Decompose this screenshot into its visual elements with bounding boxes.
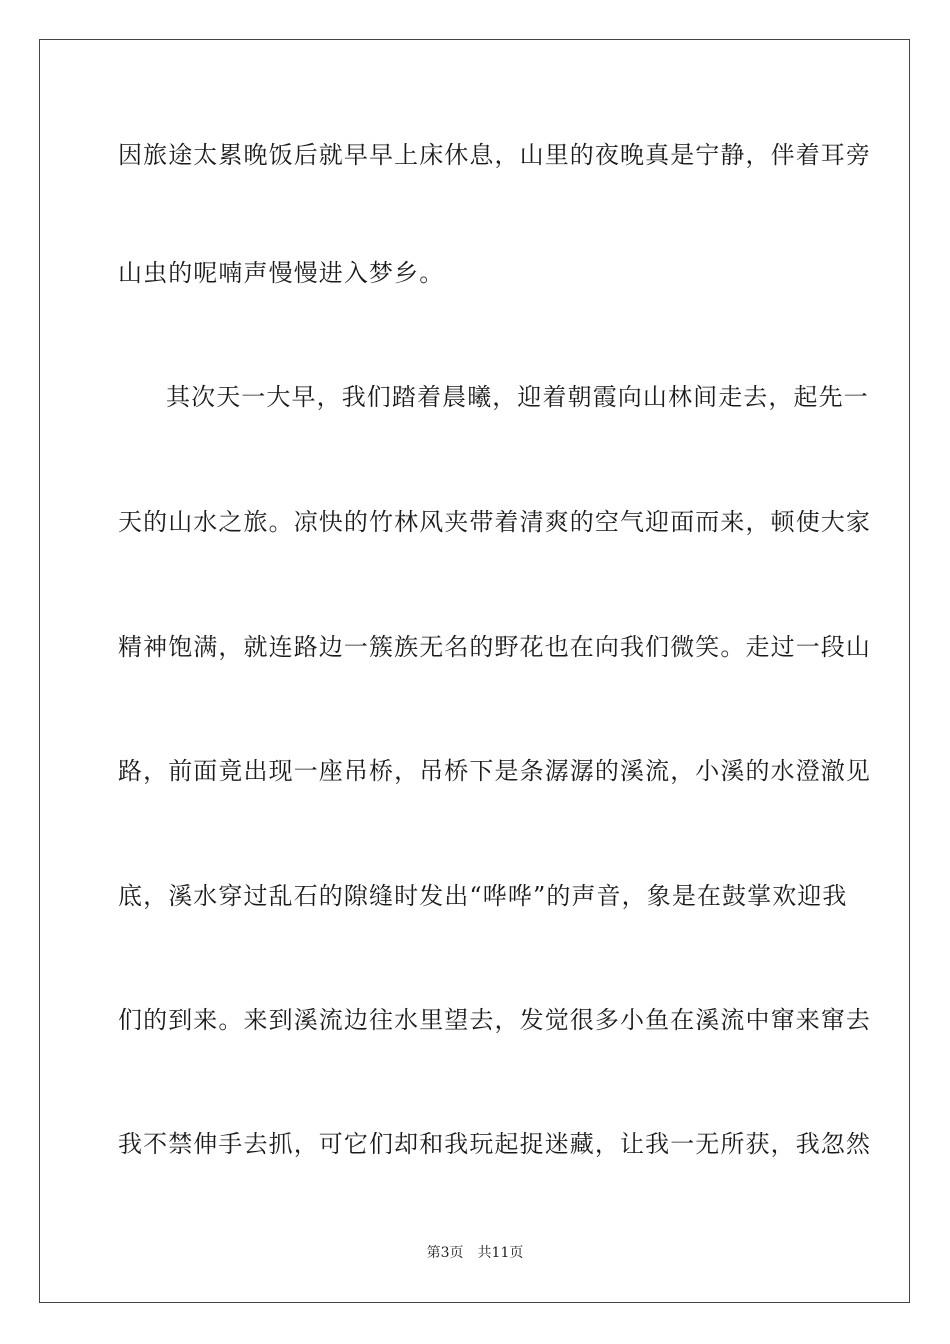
body-text-line-1: 因旅途太累晚饭后就早早上床休息，山里的夜晚真是宁静，伴着耳旁 [118,141,871,169]
body-text-line-8: 们的到来。来到溪流边往水里望去，发觉很多小鱼在溪流中窜来窜去 [118,1006,871,1034]
body-text-line-3: 其次天一大早，我们踏着晨曦，迎着朝霞向山林间走去，起先一 [166,383,869,411]
page-total: 共11页 [477,1245,524,1261]
body-text-line-4: 天的山水之旅。凉快的竹林风夹带着清爽的空气迎面而来，顿使大家 [118,508,871,536]
body-text-line-2: 山虫的呢喃声慢慢进入梦乡。 [118,259,445,287]
body-text-line-9: 我不禁伸手去抓，可它们却和我玩起捉迷藏，让我一无所获，我忽然 [118,1130,871,1158]
body-text-line-6: 路，前面竟出现一座吊桥，吊桥下是条潺潺的溪流，小溪的水澄澈见 [118,757,871,785]
page-number: 第3页 [426,1245,464,1261]
body-text-line-5: 精神饱满，就连路边一簇族无名的野花也在向我们微笑。走过一段山 [118,633,871,661]
body-text-line-7: 底，溪水穿过乱石的隙缝时发出“哗哗”的声音，象是在鼓掌欢迎我 [118,882,848,910]
page-border [39,39,910,1303]
page-footer [0,1244,950,1262]
